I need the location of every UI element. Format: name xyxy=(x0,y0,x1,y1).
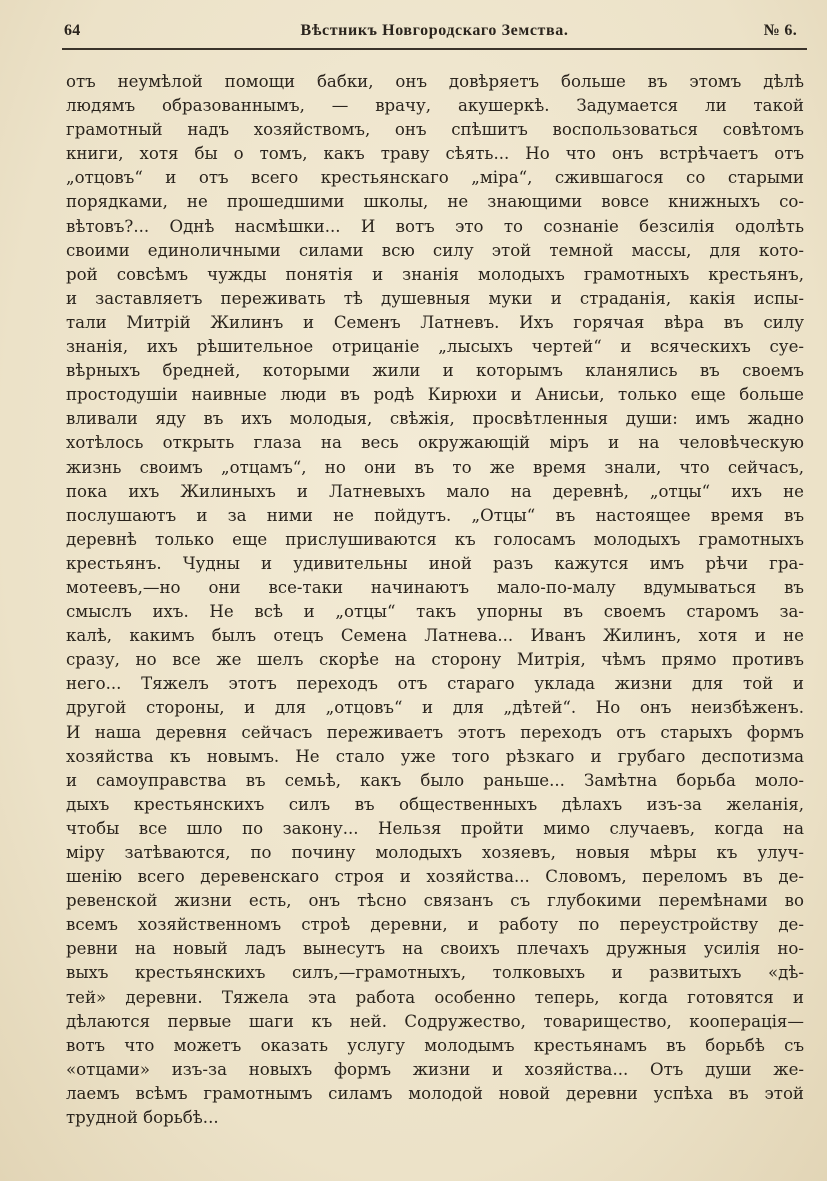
text-line: трудной борьбѣ... xyxy=(66,1108,219,1128)
text-line: хотѣлось открыть глаза на весь окружающій міръ и на человѣческую xyxy=(66,433,804,453)
text-line: тали Митрій Жилинъ и Семенъ Латневъ. Ихъ горячая вѣра въ силу xyxy=(66,312,804,332)
text-line: знанія, ихъ рѣшительное отрицаніе „лысыхъ чертей“ и всяческихъ суе- xyxy=(66,337,804,357)
page-number: 64 xyxy=(64,22,81,39)
text-line: дыхъ крестьянскихъ силъ въ общественныхъ дѣлахъ изъ-за желанія, xyxy=(66,794,804,814)
text-line: вѣтовъ?... Однѣ насмѣшки... И вотъ это то сознаніе безсилія одолѣть xyxy=(66,216,804,236)
text-line: и самоуправства въ семьѣ, какъ было раньше... Замѣтна борьба моло- xyxy=(66,770,804,790)
text-line: книги, хотя бы о томъ, какъ траву сѣять... Но что онъ встрѣчаетъ отъ xyxy=(66,144,804,164)
text-line: жизнь своимъ „отцамъ“, но они въ то же время знали, что сейчасъ, xyxy=(66,457,804,477)
text-line: простодушіи наивные люди въ родѣ Кирюхи и Анисьи, только еще больше xyxy=(66,385,804,405)
journal-title: Вѣстникъ Новгородскаго Земства. xyxy=(300,22,569,39)
text-line: міру затѣваются, по почину молодыхъ хозяевъ, новыя мѣры къ улуч- xyxy=(66,843,804,862)
text-line: него... Тяжелъ этотъ переходъ отъ стараго уклада жизни для той и xyxy=(66,674,804,694)
text-line: „отцовъ“ и отъ всего крестьянскаго „міра“, сжившагося со старыми xyxy=(66,168,804,188)
text-line: чтобы все шло по закону... Нельзя пройти мимо случаевъ, когда на xyxy=(66,818,804,838)
header-rule xyxy=(62,48,807,50)
text-line: всемъ хозяйственномъ строѣ деревни, и работу по переустройству де- xyxy=(66,915,804,935)
text-line: послушаютъ и за ними не пойдутъ. „Отцы“ въ настоящее время въ xyxy=(66,505,804,525)
article-text xyxy=(66,70,804,1130)
running-header xyxy=(64,22,805,44)
text-line: другой стороны, и для „отцовъ“ и для „дѣтей“. Но онъ неизбѣженъ. xyxy=(66,698,804,718)
text-line: хозяйства къ новымъ. Не стало уже того рѣзкаго и грубаго деспотизма xyxy=(66,746,804,766)
text-line: сразу, но все же шелъ скорѣе на сторону Митрія, чѣмъ прямо противъ xyxy=(66,650,804,670)
text-line: смыслъ ихъ. Не всѣ и „отцы“ такъ упорны въ своемъ старомъ за- xyxy=(66,602,804,622)
text-line: пока ихъ Жилиныхъ и Латневыхъ мало на деревнѣ, „отцы“ ихъ не xyxy=(66,481,804,501)
text-line: тей» деревни. Тяжела эта работа особенно теперь, когда готовятся и xyxy=(66,987,804,1007)
text-line: ревни на новый ладъ вынесутъ на своихъ плечахъ дружныя усилія но- xyxy=(66,939,804,959)
text-line: порядками, не прошедшими школы, не знающими вовсе книжныхъ со- xyxy=(66,192,804,212)
text-line: отъ неумѣлой помощи бабки, онъ довѣряетъ больше въ этомъ дѣлѣ xyxy=(66,72,804,91)
text-line: калѣ, какимъ былъ отецъ Семена Латнева... Иванъ Жилинъ, хотя и не xyxy=(66,626,804,646)
text-line: деревнѣ только еще прислушиваются къ голосамъ молодыхъ грамотныхъ xyxy=(66,529,804,549)
text-line: шенію всего деревенскаго строя и хозяйства... Словомъ, переломъ въ де- xyxy=(66,867,804,887)
text-line: ревенской жизни есть, онъ тѣсно связанъ съ глубокими перемѣнами во xyxy=(66,891,804,911)
text-line: вливали яду въ ихъ молодыя, свѣжія, просвѣтленныя души: имъ жадно xyxy=(66,409,804,429)
text-line: «отцами» изъ-за новыхъ формъ жизни и хозяйства... Отъ души же- xyxy=(66,1059,804,1079)
text-line: лаемъ всѣмъ грамотнымъ силамъ молодой новой деревни успѣха въ этой xyxy=(66,1083,804,1103)
text-line: И наша деревня сейчасъ переживаетъ этотъ переходъ отъ старыхъ формъ xyxy=(66,722,804,742)
text-line: дѣлаются первые шаги къ ней. Содружество, товарищество, кооперація— xyxy=(66,1011,804,1031)
text-line: грамотный надъ хозяйствомъ, онъ спѣшитъ воспользоваться совѣтомъ xyxy=(66,120,804,140)
text-line: людямъ образованнымъ, — врачу, акушеркѣ. Задумается ли такой xyxy=(66,96,804,116)
text-line: мотеевъ,—но они все-таки начинаютъ мало-по-малу вдумываться въ xyxy=(66,577,804,597)
text-line: и заставляетъ переживать тѣ душевныя муки и страданія, какія испы- xyxy=(66,288,804,308)
text-line: вотъ что можетъ оказать услугу молодымъ крестьянамъ въ борьбѣ съ xyxy=(66,1035,804,1055)
text-line: крестьянъ. Чудны и удивительны иной разъ кажутся имъ рѣчи гра- xyxy=(66,553,804,573)
text-line: рой совсѣмъ чужды понятія и знанія молодыхъ грамотныхъ крестьянъ, xyxy=(66,264,804,284)
text-line: вѣрныхъ бредней, которыми жили и которымъ кланялись въ своемъ xyxy=(66,361,804,381)
issue-number: № 6. xyxy=(763,22,797,39)
text-line: выхъ крестьянскихъ силъ,—грамотныхъ, толковыхъ и развитыхъ «дѣ- xyxy=(66,963,804,983)
text-line: своими единоличными силами всю силу этой темной массы, для кото- xyxy=(66,240,804,260)
